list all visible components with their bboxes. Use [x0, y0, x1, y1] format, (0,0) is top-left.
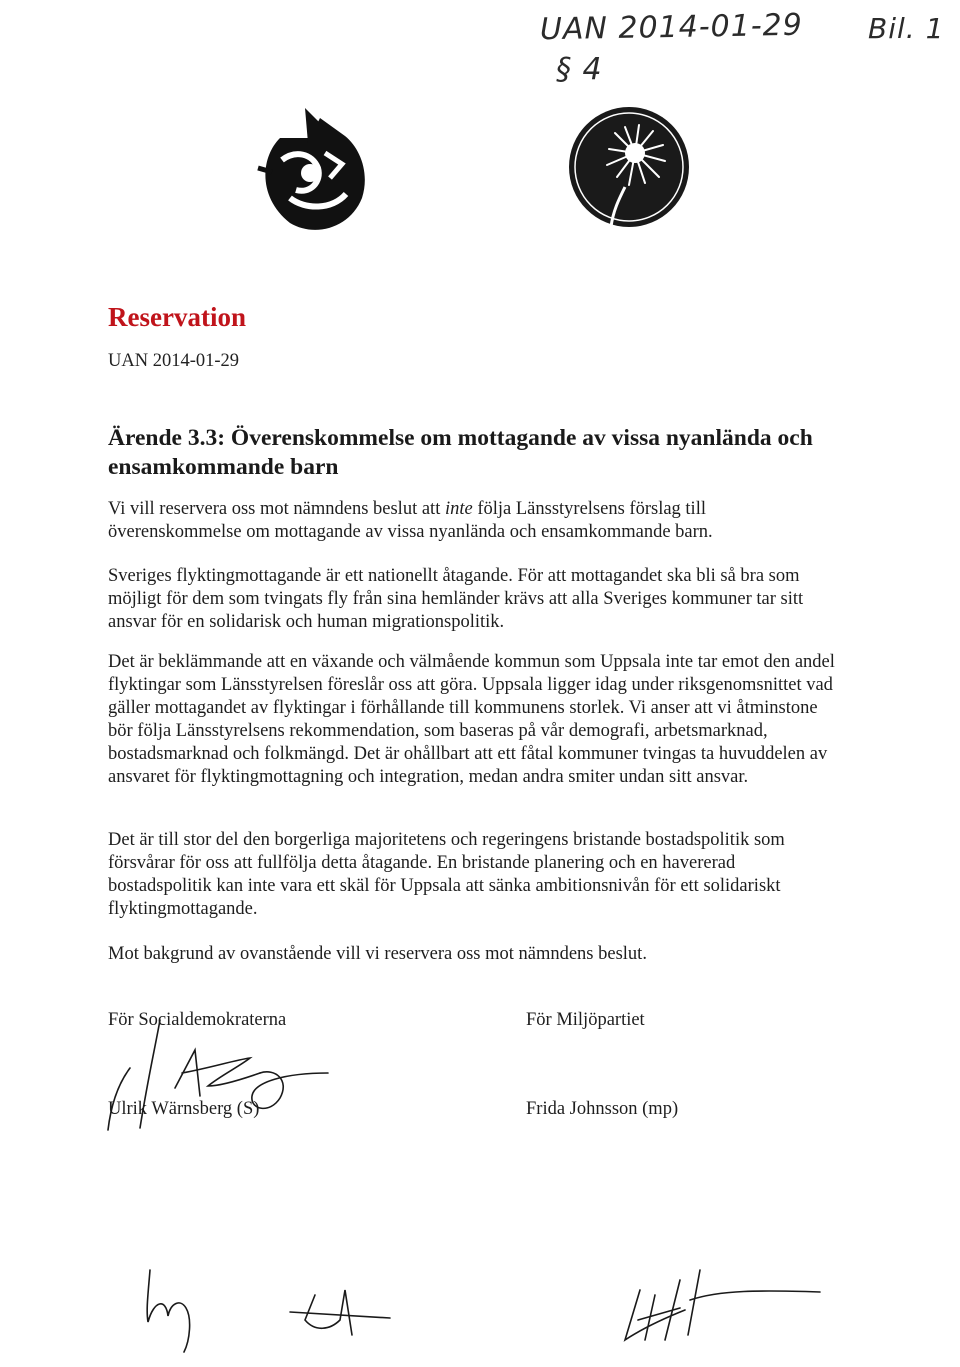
signatory-party-left: För Socialdemokraterna — [108, 1010, 287, 1030]
document-date: UAN 2014-01-29 — [108, 351, 240, 371]
paragraph-1-part-a: Vi vill reservera oss mot nämndens beslut att — [108, 499, 445, 519]
document-title: Reservation — [108, 302, 246, 332]
paragraph-3: Det är beklämmande att en växande och välmående kommun som Uppsala inte tar emot den andel flyktingar som Länsstyrelsen föreslår oss att göra. Uppsala ligger idag under riksgenomsnittet vad gäller mottagandet av flyktingar i förhållande till kommunens storlek. Vi anser att vi åtminstone bör följa Länsstyrelsens rekommendation, som baseras på vår demografi, arbetsmarknad, bostadsmarknad och folkmängd. Det är ohållbart att ett fåtal kommuner tvingas ta huvuddelen av ansvaret för flyktingmottagning och integration, medan andra smiter undan sitt ansvar. — [108, 652, 835, 787]
miljopartiet-dandelion-logo — [565, 103, 693, 231]
paragraph-1-part-b: följa Länsstyrelsens förslag till överenskommelse om mottagande av vissa nyanlända och ensamkommande barn. — [108, 499, 713, 542]
socialdemokraterna-rose-logo — [250, 98, 372, 243]
handwritten-reference: UAN 2014-01-29 — [539, 7, 804, 48]
signatory-name-left: Ulrik Wärnsberg (S) — [108, 1099, 260, 1119]
paragraph-5: Mot bakgrund av ovanstående vill vi reservera oss mot nämndens beslut. — [108, 944, 647, 964]
paragraph-4: Det är till stor del den borgerliga majoritetens och regeringens bristande bostadspolitik som försvårar för oss att fullfölja detta åtagande. En bristande planering och en havererad bostadspolitik kan inte vara ett skäl för Uppsala att sänka ambitionsnivån för ett solidariskt flyktingmottagande. — [108, 830, 785, 919]
signatory-party-right: För Miljöpartiet — [526, 1010, 645, 1030]
handwritten-paragraph-number: § 4 — [556, 52, 603, 87]
paragraph-1 — [108, 498, 748, 544]
handwritten-signature — [100, 1018, 340, 1133]
document-heading: Ärende 3.3: Överenskommelse om mottagande av vissa nyanlända och ensamkommande barn — [108, 425, 813, 480]
paragraph-2: Sveriges flyktingmottagande är ett nationellt åtagande. För att mottagandet ska bli så bra som möjligt för dem som tvingats fly från sina hemländer krävs att alla Sveriges kommuner tar sitt ansvar för en solidarisk och human migrationspolitik. — [108, 566, 804, 632]
paragraph-1-emphasis: inte — [444, 499, 473, 519]
handwritten-initials — [140, 1260, 840, 1355]
signatory-name-right: Frida Johnsson (mp) — [526, 1099, 679, 1119]
handwritten-attachment-label: Bil. 1 — [868, 12, 945, 45]
